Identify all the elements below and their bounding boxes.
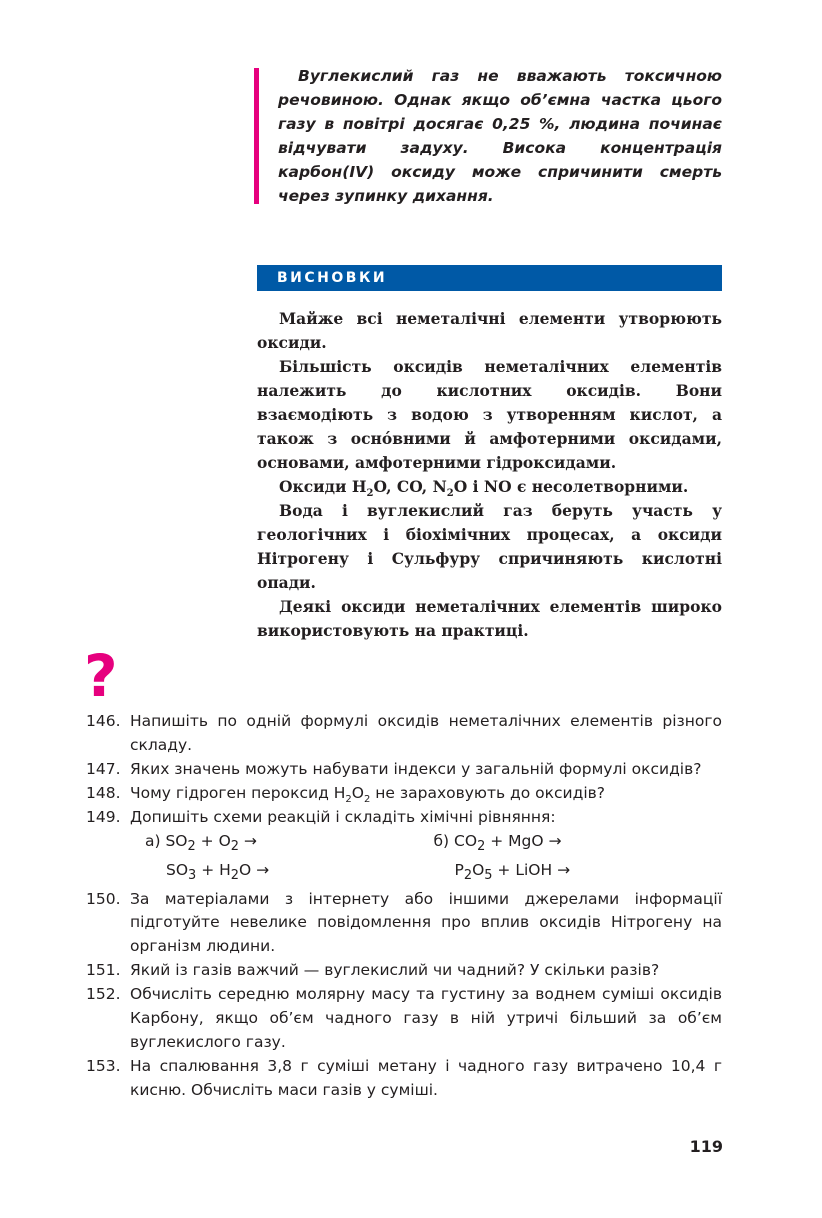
conclusion-paragraph-1: Майже всі неметалічні елементи утворюють оксиди. [257,309,722,352]
task-item [86,959,722,983]
question-mark-icon: ? [84,642,118,710]
scheme-column-b [434,830,723,888]
task-number: 146. [86,712,121,730]
note-accent-bar [254,68,259,204]
task-number: 147. [86,759,121,778]
conclusion-paragraph-4: Вода і вуглекислий газ беруть участь у геологічних і біохімічних процесах, а оксиди Нітрогену і Сульфуру спричиняють кислотні опади. [257,501,722,592]
reaction-schemes [86,830,722,888]
task-text: Обчисліть середню молярну масу та густину за воднем суміші оксидів Карбону, якщо об’єм чадного газу в ній утричі більший за об’єм вуглекислого газу. [130,985,722,1051]
page-number: 119 [689,1137,723,1156]
conclusion-paragraph-2: Більшість оксидів неметалічних елементів належить до кислотних оксидів. Вони взаємодіють з водою з утворенням кислот, а також з осно́вними й амфотерними оксидами, основами, амфотерними гідроксидами. [257,357,722,472]
task-list [86,710,722,1103]
task-item [86,806,722,830]
task-number: 151. [86,961,121,980]
task-text: За матеріалами з інтернету або іншими джерелами інформації підготуйте невелике повідомлення про вплив оксидів Нітрогену на організм людини. [130,889,722,956]
scheme-column-a [145,830,434,888]
task-text: Чому гідроген пероксид $H_2O_2$ не зараховують до оксидів? [130,783,606,805]
task-text: Напишіть по одній формулі оксидів неметалічних елементів різного складу. [130,712,722,754]
conclusion-paragraph-3: Оксиди $H_2O$, CO, $N_2O$ і NO є несолетворними. [279,477,689,500]
task-item [86,983,722,1055]
task-item [86,1055,722,1103]
task-number: 148. [86,783,121,802]
task-item [86,710,722,758]
task-text: Яких значень можуть набувати індекси у загальній формулі оксидів? [130,759,702,778]
conclusions-heading: ВИСНОВКИ [277,270,388,286]
task-number: 153. [86,1056,121,1075]
scheme-a-2: $SO_3 + H_2O$ → [166,860,270,883]
conclusion-paragraph-5: Деякі оксиди неметалічних елементів широко використовують на практиці. [257,597,722,640]
conclusions-text [257,307,722,643]
info-note: Вуглекислий газ не вважають токсичною речовиною. Однак якщо об’ємна частка цього газу в повітрі досягає 0,25 %, людина починає відчувати задуху. Висока концентрація карбон(IV) оксиду може спричинити смерть через зупинку дихання. [278,67,722,205]
task-text: Допишіть схеми реакцій і складіть хімічні рівняння: [130,807,556,826]
task-item [86,782,722,806]
task-text: Який із газів важчий — вуглекислий чи чадний? У скільки разів? [130,961,660,980]
task-number: 152. [86,985,121,1004]
conclusions-heading-bar [257,265,722,291]
scheme-b-2: $P_2O_5$ + LiOH → [454,860,571,883]
scheme-b-1: б) $CO_2$ + MgO → [433,831,562,854]
task-item [86,888,722,960]
task-item [86,758,722,782]
task-number: 150. [86,889,121,908]
task-number: 149. [86,807,121,826]
task-text: На спалювання 3,8 г суміші метану і чадного газу витрачено 10,4 г кисню. Обчисліть маси газів у суміші. [130,1056,722,1099]
scheme-a-1: а) $SO_2 + O_2$ → [145,831,257,854]
